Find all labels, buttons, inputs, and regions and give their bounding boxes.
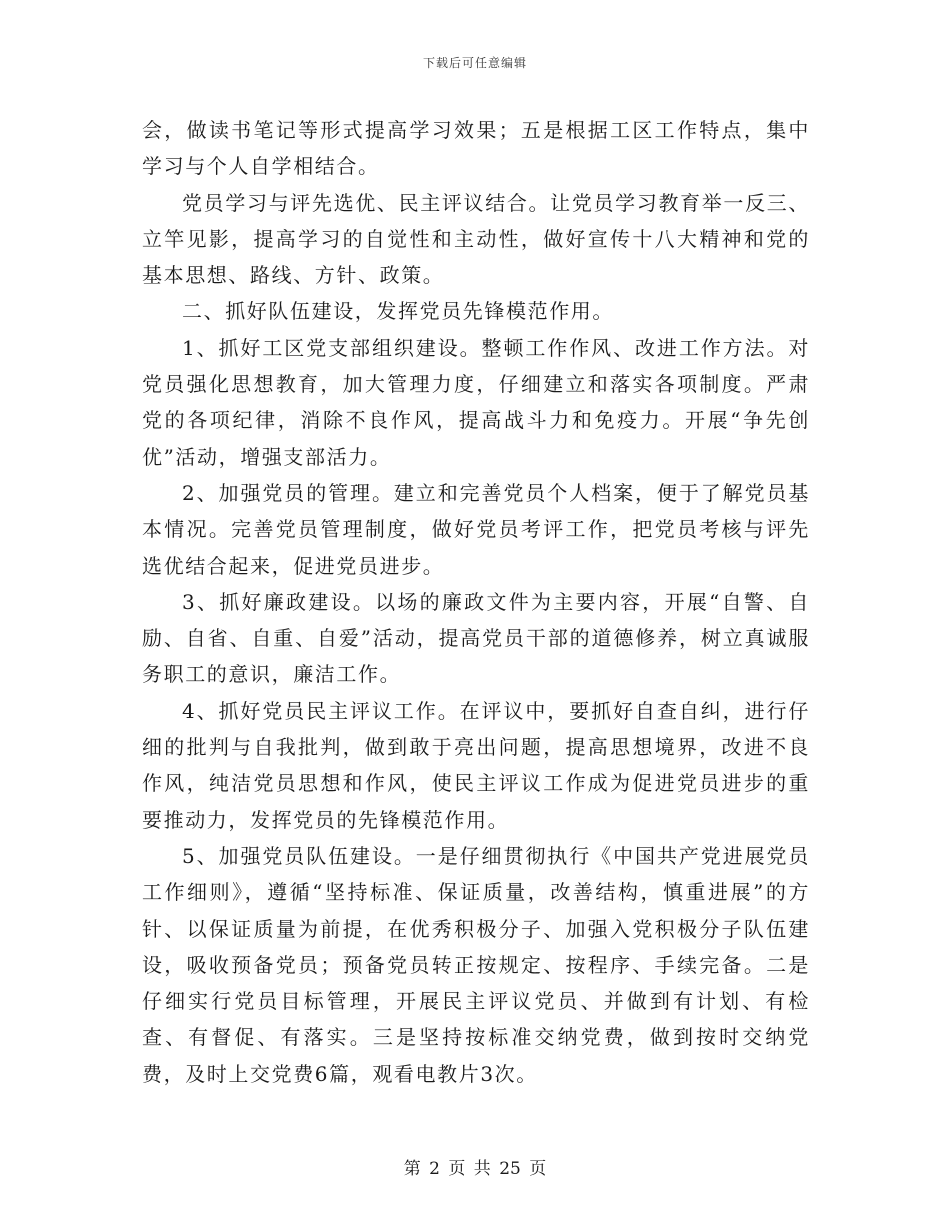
- paragraph-item-5: 5、加强党员队伍建设。一是仔细贯彻执行《中国共产党进展党员工作细则》，遵循“坚持标准、保证质量，改善结构，慎重进展”的方针、以保证质量为前提，在优秀积极分子、加强入党积极分子队伍建设，吸收预备党员；预备党员转正按规定、按程序、手续完备。二是仔细实行党员目标管理，开展民主评议党员、并做到有计划、有检查、有督促、有落实。三是坚持按标准交纳党费，做到按时交纳党费，及时上交党费6篇，观看电教片3次。: [142, 843, 810, 1086]
- document-body: [142, 112, 810, 1092]
- page-number-footer: 第 2 页 共 25 页: [403, 1159, 547, 1179]
- section-heading-team-building: 二、抓好队伍建设，发挥党员先锋模范作用。: [182, 299, 614, 324]
- paragraph-item-1: 1、抓好工区党支部组织建设。整顿工作作风、改进工作方法。对党员强化思想教育，加大管理力度，仔细建立和落实各项制度。严肃党的各项纪律，消除不良作风，提高战斗力和免疫力。开展“争先创优”活动，增强支部活力。: [142, 335, 810, 469]
- paragraph-continuation: 会，做读书笔记等形式提高学习效果；五是根据工区工作特点，集中学习与个人自学相结合。: [142, 118, 810, 179]
- paragraph-item-4: 4、抓好党员民主评议工作。在评议中，要抓好自查自纠，进行仔细的批判与自我批判，做到敢于亮出问题，提高思想境界，改进不良作风，纯洁党员思想和作风，使民主评议工作成为促进党员进步的重要推动力，发挥党员的先锋模范作用。: [142, 698, 810, 832]
- page-header-note: 下载后可任意编辑: [422, 56, 527, 70]
- paragraph-item-2: 2、加强党员的管理。建立和完善党员个人档案，便于了解党员基本情况。完善党员管理制度，做好党员考评工作，把党员考核与评先选优结合起来，促进党员进步。: [142, 480, 810, 578]
- paragraph-study-evaluation: 党员学习与评先选优、民主评议结合。让党员学习教育举一反三、立竿见影，提高学习的自觉性和主动性，做好宣传十八大精神和党的基本思想、路线、方针、政策。: [142, 190, 810, 288]
- paragraph-item-3: 3、抓好廉政建设。以场的廉政文件为主要内容，开展“自警、自励、自省、自重、自爱”活动，提高党员干部的道德修养，树立真诚服务职工的意识，廉洁工作。: [142, 589, 810, 687]
